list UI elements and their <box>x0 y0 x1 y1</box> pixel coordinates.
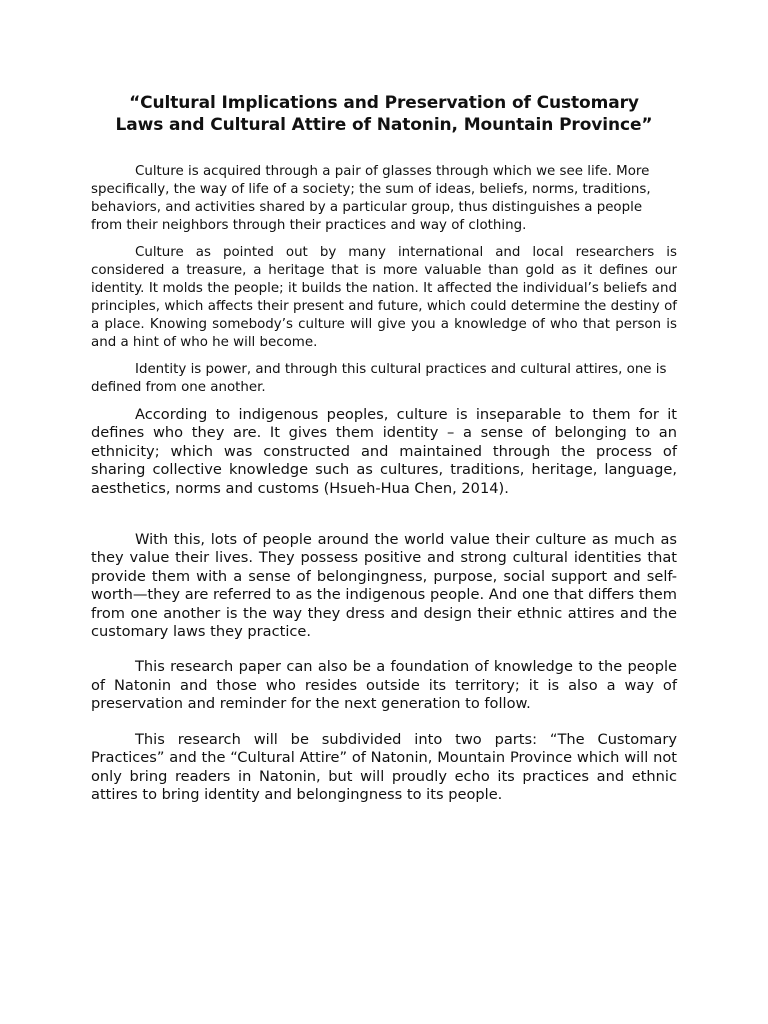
document-title-line-1: “Cultural Implications and Preservation of Customary <box>129 93 639 113</box>
paragraph-culture-treasure: Culture as pointed out by many international and local researchers is considered a treasure, a heritage that is more valuable than gold as it defines our identity. It molds the people; it builds the nation. It affected the individual’s beliefs and principles, which affects their present and future, which could determine the destiny of a place. Knowing somebody’s culture will give you a knowledge of who that person is and a hint of who he will become. <box>91 245 677 350</box>
document-page <box>91 92 677 821</box>
paragraph-research-foundation: This research paper can also be a foundation of knowledge to the people of Natonin and those who resides outside its territory; it is also a way of preservation and reminder for the next generation to follow. <box>91 658 677 713</box>
document-title-line-2: Laws and Cultural Attire of Natonin, Mountain Province” <box>115 115 653 135</box>
document-title <box>91 92 677 136</box>
paragraph-indigenous-culture: According to indigenous peoples, culture is inseparable to them for it defines who they are. It gives them identity – a sense of belonging to an ethnicity; which was constructed and maintained through the process of sharing collective knowledge such as cultures, traditions, heritage, language, aesthetics, norms and customs (Hsueh-Hua Chen, 2014). <box>91 406 677 497</box>
paragraph-identity-power: Identity is power, and through this cultural practices and cultural attires, one is defined from one another. <box>91 362 667 395</box>
paragraph-value-culture: With this, lots of people around the world value their culture as much as they value their lives. They possess positive and strong cultural identities that provide them with a sense of belongingness, purpose, social support and self-worth—they are referred to as the indigenous people. And one that differs them from one another is the way they dress and design their ethnic attires and the customary laws they practice. <box>91 531 677 641</box>
paragraph-culture-definition: Culture is acquired through a pair of glasses through which we see life. More specifically, the way of life of a society; the sum of ideas, beliefs, norms, traditions, behaviors, and activities shared by a particular group, thus distinguishes a people from their neighbors through their practices and way of clothing. <box>91 164 651 233</box>
paragraph-research-parts: This research will be subdivided into two parts: “The Customary Practices” and the “Cultural Attire” of Natonin, Mountain Province which will not only bring readers in Natonin, but will proudly echo its practices and ethnic attires to bring identity and belongingness to its people. <box>91 730 677 803</box>
